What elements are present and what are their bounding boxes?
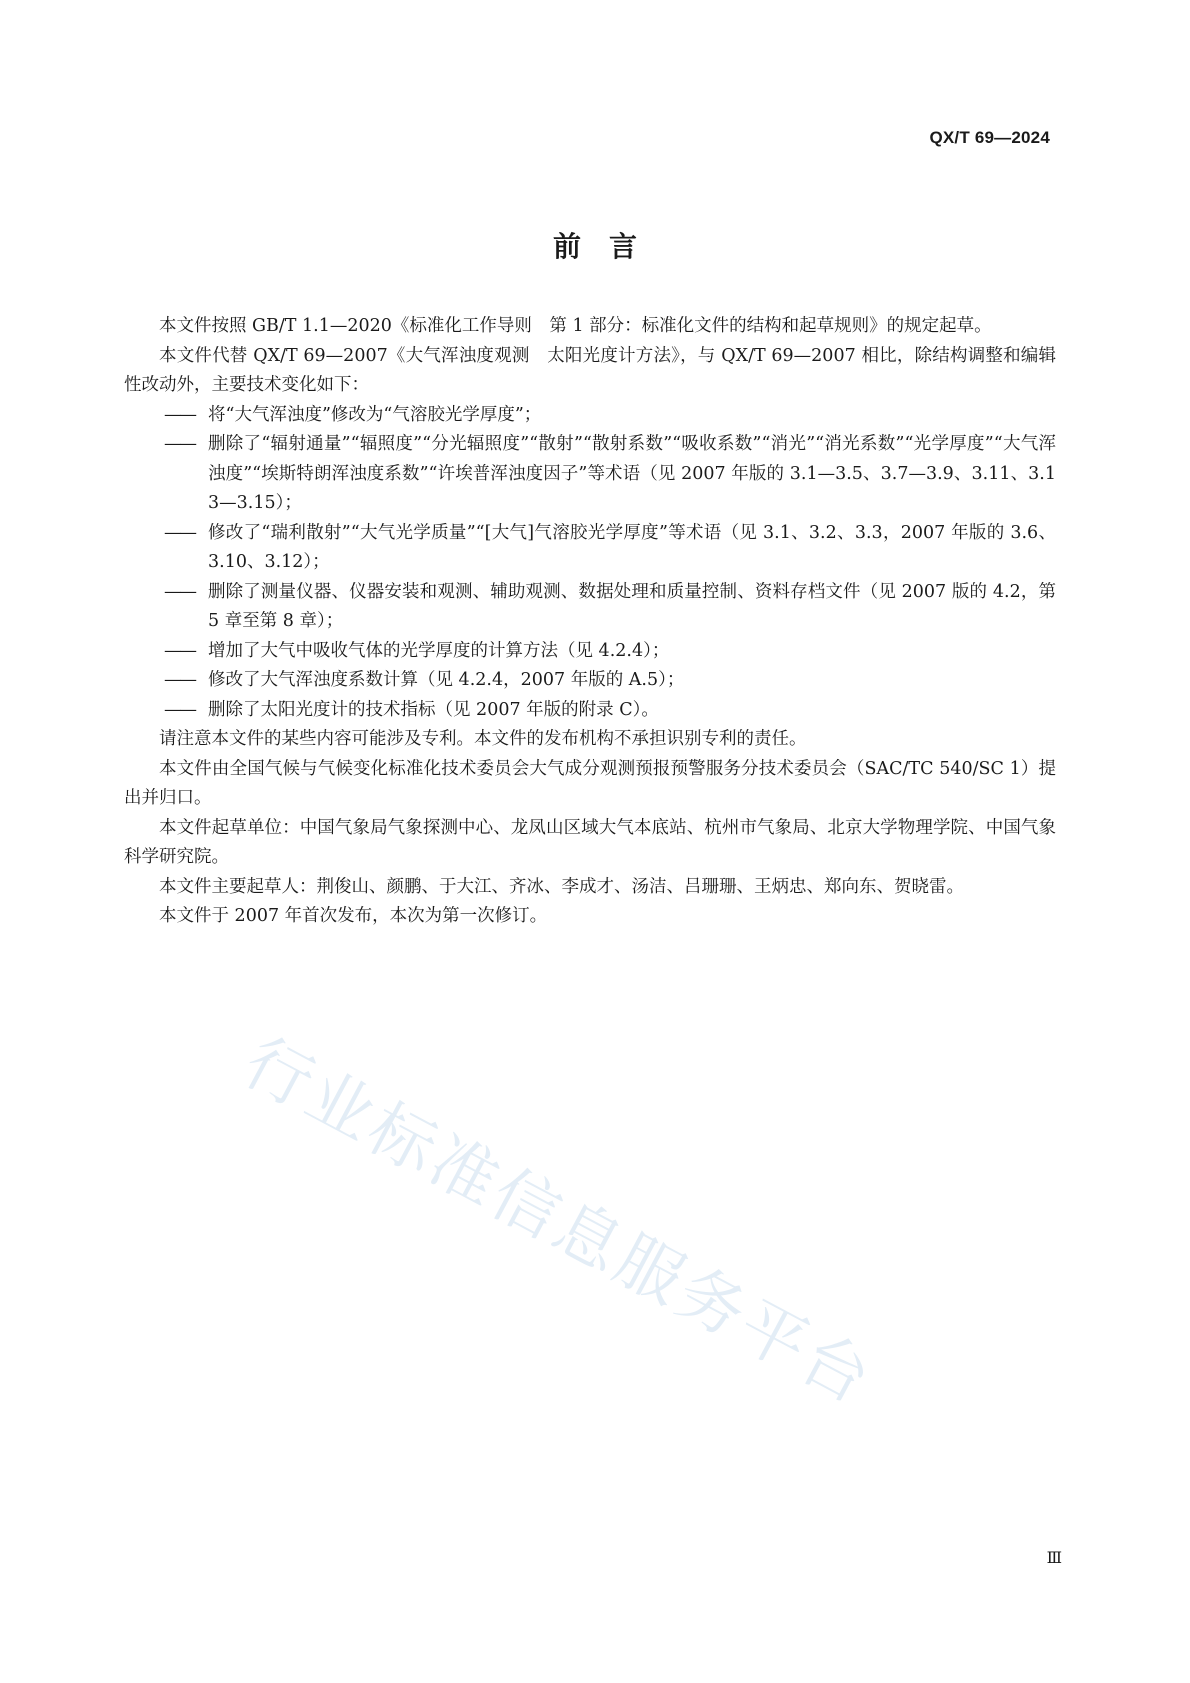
dash-marker: —— — [164, 640, 195, 661]
paragraph-proposer: 本文件由全国气候与气候变化标准化技术委员会大气成分观测预报预警服务分技术委员会（SAC/TC 540/SC 1）提出并归口。 — [124, 758, 1056, 808]
list-item — [164, 637, 1056, 667]
dash-marker: —— — [164, 699, 195, 720]
list-item-text: 删除了“辐射通量”“辐照度”“分光辐照度”“散射”“散射系数”“吸收系数”“消光”“消光系数”“光学厚度”“大气浑浊度”“埃斯特朗浑浊度系数”“许埃普浑浊度因子”等术语（见 2007 年版的 3.1—3.5、3.7—3.9、3.11、3.13—3.15）； — [208, 434, 1056, 513]
list-item-text: 删除了太阳光度计的技术指标（见 2007 年版的附录 C）。 — [208, 699, 659, 720]
paragraph-drafters: 本文件主要起草人：荆俊山、颜鹏、于大江、齐冰、李成才、汤洁、吕珊珊、王炳忠、郑向东、贺晓雷。 — [159, 876, 964, 897]
list-item — [164, 401, 1056, 431]
paragraph-history: 本文件于 2007 年首次发布，本次为第一次修订。 — [159, 906, 548, 926]
list-item-text: 修改了大气浑浊度系数计算（见 4.2.4，2007 年版的 A.5）； — [208, 670, 685, 690]
watermark: 行业标准信息服务平台 — [231, 1023, 887, 1420]
list-item-text: 将“大气浑浊度”修改为“气溶胶光学厚度”； — [208, 404, 542, 425]
list-item — [164, 430, 1056, 519]
list-item — [164, 666, 1056, 696]
dash-marker: —— — [164, 581, 195, 602]
page-number: Ⅲ — [1046, 1548, 1062, 1567]
technical-changes-list — [124, 401, 1056, 726]
dash-marker: —— — [164, 522, 195, 543]
dash-marker: —— — [164, 404, 195, 425]
list-item-text: 增加了大气中吸收气体的光学厚度的计算方法（见 4.2.4）； — [208, 640, 670, 661]
paragraph-drafting-units: 本文件起草单位：中国气象局气象探测中心、龙凤山区域大气本底站、杭州市气象局、北京大学物理学院、中国气象科学研究院。 — [124, 817, 1056, 867]
paragraph-drafting-rules: 本文件按照 GB/T 1.1—2020《标准化工作导则 第 1 部分：标准化文件的结构和起草规则》的规定起草。 — [159, 316, 992, 336]
list-item-text: 删除了测量仪器、仪器安装和观测、辅助观测、数据处理和质量控制、资料存档文件（见 2007 版的 4.2，第 5 章至第 8 章）； — [208, 581, 1056, 631]
page-title: 前 言 — [552, 230, 637, 263]
document-body — [124, 312, 1056, 932]
dash-marker: —— — [164, 670, 195, 690]
paragraph-patent-notice: 请注意本文件的某些内容可能涉及专利。本文件的发布机构不承担识别专利的责任。 — [159, 729, 807, 749]
dash-marker: —— — [164, 434, 195, 454]
paragraph-replacement: 本文件代替 QX/T 69—2007《大气浑浊度观测 太阳光度计方法》，与 QX/T 69—2007 相比，除结构调整和编辑性改动外，主要技术变化如下： — [124, 345, 1056, 395]
list-item — [164, 578, 1056, 637]
list-item-text: 修改了“瑞利散射”“大气光学质量”“[大气]气溶胶光学厚度”等术语（见 3.1、3.2、3.3，2007 年版的 3.6、3.10、3.12）； — [208, 522, 1056, 572]
standard-code: QX/T 69—2024 — [929, 128, 1050, 147]
list-item — [164, 696, 1056, 726]
list-item — [164, 519, 1056, 578]
